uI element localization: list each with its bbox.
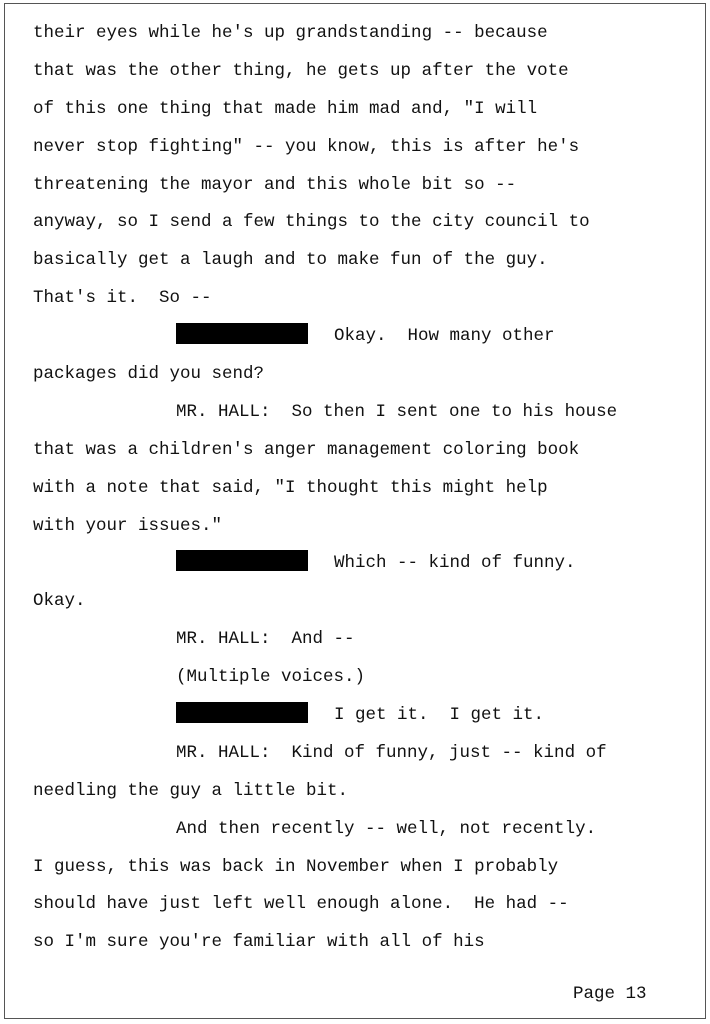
transcript-line (33, 432, 701, 470)
transcript-line (33, 470, 701, 508)
line-text: Which -- kind of funny. (334, 553, 576, 574)
transcript-line (33, 394, 701, 432)
transcript-line (33, 280, 701, 318)
line-text: needling the guy a little bit. (33, 780, 349, 801)
line-text: never stop fighting" -- you know, this is after he's (33, 136, 580, 157)
transcript-line (33, 773, 701, 811)
line-text: should have just left well enough alone. He had -- (33, 894, 569, 915)
line-text: with a note that said, "I thought this might help (33, 477, 548, 498)
line-text: with your issues." (33, 515, 223, 536)
line-text: their eyes while he's up grandstanding -- because (33, 23, 548, 43)
redacted-speaker-name (176, 323, 308, 344)
transcript-line (33, 242, 701, 280)
line-text: (Multiple voices.) (176, 667, 366, 688)
transcript-line (33, 621, 701, 659)
transcript-line (33, 91, 701, 129)
transcript-line (33, 659, 701, 697)
transcript-page (4, 3, 706, 1019)
page-number: Page 13 (573, 984, 647, 1004)
line-text: of this one thing that made him mad and, "I will (33, 98, 538, 119)
line-text: MR. HALL: So then I sent one to his house (176, 401, 618, 422)
transcript-line (33, 924, 701, 962)
transcript-line (33, 318, 701, 356)
line-text: Okay. (33, 591, 86, 612)
transcript-line (33, 129, 701, 167)
line-text: And then recently -- well, not recently. (176, 818, 597, 839)
transcript-line (33, 811, 701, 849)
transcript-line (33, 886, 701, 924)
line-text: MR. HALL: And -- (176, 629, 355, 650)
line-text: I get it. I get it. (334, 705, 545, 726)
transcript-line (33, 204, 701, 242)
line-text: That's it. So -- (33, 288, 212, 309)
transcript-line (33, 53, 701, 91)
line-text: Okay. How many other (334, 326, 555, 347)
redacted-speaker-name (176, 550, 308, 571)
transcript-line (33, 167, 701, 205)
transcript-line (33, 508, 701, 546)
transcript-line (33, 545, 701, 583)
transcript-line (33, 697, 701, 735)
line-text: that was a children's anger management coloring book (33, 439, 580, 460)
transcript-line (33, 849, 701, 887)
line-text: packages did you send? (33, 364, 265, 385)
redacted-speaker-name (176, 702, 308, 723)
line-text: that was the other thing, he gets up after the vote (33, 60, 569, 81)
transcript-body (33, 15, 701, 962)
line-text: so I'm sure you're familiar with all of his (33, 932, 485, 953)
transcript-line (33, 356, 701, 394)
transcript-line (33, 15, 701, 53)
line-text: basically get a laugh and to make fun of the guy. (33, 250, 548, 271)
line-text: MR. HALL: Kind of funny, just -- kind of (176, 742, 607, 763)
line-text: anyway, so I send a few things to the city council to (33, 212, 590, 233)
transcript-line (33, 735, 701, 773)
line-text: I guess, this was back in November when I probably (33, 856, 559, 877)
line-text: threatening the mayor and this whole bit so -- (33, 174, 517, 195)
transcript-line (33, 583, 701, 621)
